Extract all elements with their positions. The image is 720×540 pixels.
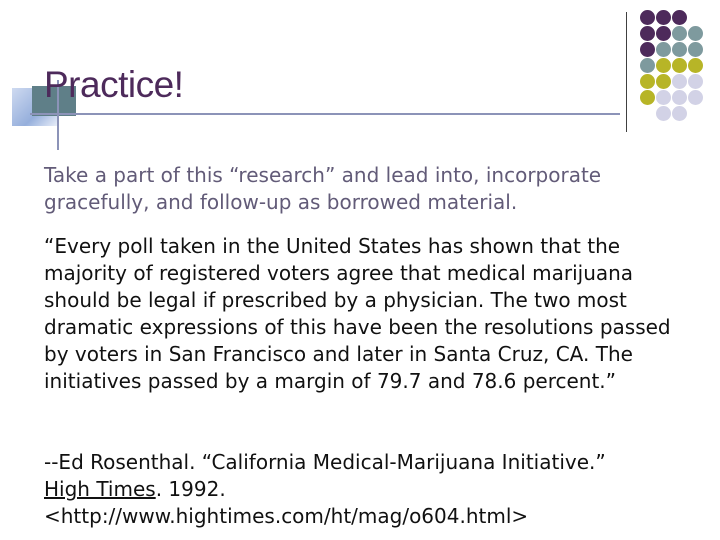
decorative-dot [688,58,703,73]
title-underline [30,113,620,115]
decorative-dot [688,26,703,41]
citation-author: --Ed Rosenthal. “California Medical-Marijuana Initiative.” [44,450,606,474]
decorative-dot [656,106,671,121]
instruction-paragraph: Take a part of this “research” and lead into, incorporate gracefully, and follow-up as borrowed material. [44,163,602,214]
decorative-dot [640,26,655,41]
quote-paragraph: “Every poll taken in the United States has shown that the majority of registered voters agree that medical marijuana should be legal if prescribed by a physician. The two most dramatic expressions of this have been the resolutions passed by voters in San Francisco and later in Santa Cruz, CA. The initiatives passed by a margin of 79.7 and 78.6 percent.” [44,234,671,393]
decorative-dot [672,10,687,25]
decorative-dot [672,74,687,89]
decorative-dot [656,74,671,89]
decorative-dot [656,90,671,105]
citation-year: . 1992. [155,477,226,501]
decorative-dot-grid [640,10,720,120]
decorative-dot [672,42,687,57]
decorative-dot [656,42,671,57]
decorative-dot [672,106,687,121]
decorative-dot [688,74,703,89]
decorative-dot [656,58,671,73]
dot-grid-divider [626,12,627,132]
citation-publication: High Times [44,477,156,501]
decorative-dot [656,26,671,41]
decorative-dot [640,90,655,105]
decorative-dot [672,58,687,73]
decorative-dot [640,10,655,25]
citation-url: <http://www.hightimes.com/ht/mag/o604.html> [44,504,529,528]
decorative-dot [640,42,655,57]
decorative-dot [688,90,703,105]
decorative-dot [672,90,687,105]
citation-paragraph [44,449,694,530]
slide-title: Practice! [44,64,184,105]
decorative-dot [640,58,655,73]
decorative-dot [656,10,671,25]
decorative-dot [672,26,687,41]
decorative-dot [640,74,655,89]
decorative-dot [688,42,703,57]
